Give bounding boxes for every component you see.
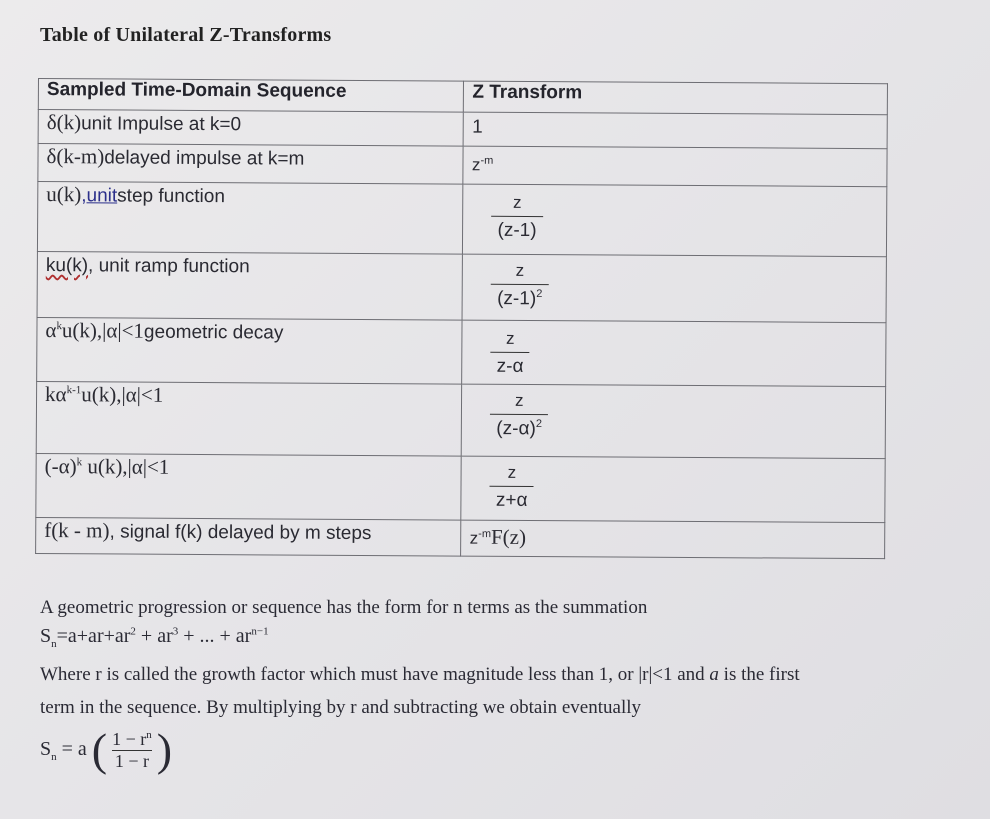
paragraph-geometric: A geometric progression or sequence has the form for n terms as the summation (40, 597, 648, 618)
sequence-symbol: δ(k) (46, 110, 82, 135)
transform-fraction: $\frac{z}{(z-\alpha)^2}$ (490, 389, 548, 441)
transform-fraction: $\frac{z}{z-\alpha}$ (491, 327, 530, 378)
sequence-symbol: u(k) (46, 182, 82, 207)
time-domain-cell (37, 317, 463, 384)
formula-sum: $S_n=a+ar+ar^2 + ar^3$ + ... + $ar^{n-1}$ (40, 625, 269, 650)
transform-cell (462, 254, 886, 323)
sequence-label: , signal f(k) delayed by m steps (109, 521, 372, 545)
transform-fraction: $\frac{z}{(z-1)^2}$ (491, 259, 549, 311)
z-transform-table (35, 78, 888, 559)
table-row (36, 517, 885, 558)
table-row (38, 144, 887, 187)
sequence-symbol: $(-\alpha)^k$ u(k),|α|<1 (44, 454, 170, 479)
paragraph-growth: Where r is called the growth factor which must have magnitude less than 1, or |r|<1 and a is the first (40, 664, 800, 685)
unit-link[interactable]: ,unit (81, 185, 118, 207)
table-row (38, 110, 887, 149)
transform-cell (464, 112, 888, 149)
sequence-symbol: f(k - m) (44, 518, 110, 543)
time-domain-cell (36, 517, 462, 556)
transform-value: $z^{-m}F(z)$ (469, 524, 527, 549)
time-domain-cell (36, 381, 462, 456)
table-row (37, 251, 886, 322)
transform-fraction: $\frac{z}{(z-1)}$ (491, 191, 542, 242)
transform-cell (462, 384, 886, 459)
table-row (36, 453, 885, 522)
sequence-symbol: $\alpha^ku(k),|\alpha|<1$ (45, 318, 145, 343)
header-time-domain: Sampled Time-Domain Sequence (38, 79, 464, 113)
transform-value: 1 (472, 116, 483, 138)
table-row (37, 317, 886, 386)
time-domain-cell (38, 110, 464, 147)
transform-fraction: $\frac{z}{z+\alpha}$ (490, 461, 534, 512)
time-domain-cell (37, 182, 463, 255)
paragraph-method: term in the sequence. By multiplying by r and subtracting we obtain eventually (40, 697, 641, 718)
transform-cell (463, 146, 887, 187)
sequence-label: , unit ramp function (88, 255, 250, 278)
transform-value: $z^{-m}$ (471, 154, 494, 175)
table-row (36, 381, 885, 458)
table-header-row (38, 79, 887, 115)
sequence-label: geometric decay (143, 321, 284, 344)
time-domain-cell (37, 251, 463, 320)
time-domain-cell (38, 144, 464, 185)
header-z-transform: Z Transform (464, 81, 888, 115)
page-title: Table of Unilateral Z-Transforms (40, 24, 332, 46)
sequence-symbol: δ(k-m) (46, 144, 105, 169)
transform-cell (463, 184, 887, 257)
sequence-symbol: $k\alpha^{k-1}u(k),|\alpha|<1$ (44, 382, 164, 407)
sequence-label: unit Impulse at k=0 (81, 113, 242, 136)
formula-result: $S_n = a$ ( $\frac{1 - r^n}{1 - r}$ ) (40, 724, 173, 775)
transform-cell (462, 320, 886, 387)
sequence-label: step function (117, 185, 226, 208)
sequence-symbol: ku(k) (45, 255, 89, 277)
sequence-label: delayed impulse at k=m (104, 147, 305, 170)
transform-cell (461, 456, 885, 523)
transform-cell (461, 520, 885, 559)
time-domain-cell (36, 453, 462, 520)
table-row (37, 182, 886, 257)
